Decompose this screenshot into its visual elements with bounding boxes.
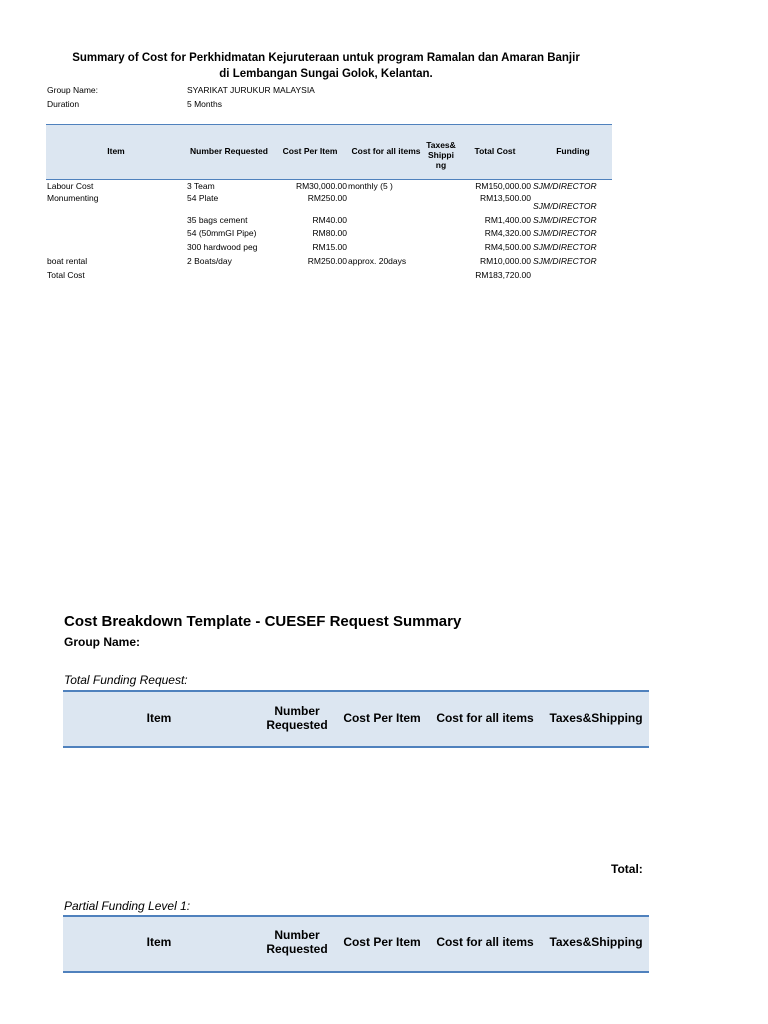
row-number: 2 Boats/day — [187, 256, 232, 266]
template-title: Cost Breakdown Template - CUESEF Request Summary — [64, 613, 462, 630]
row-funding: SJM/DIRECTOR — [533, 215, 597, 225]
row-number: 54 Plate — [187, 193, 219, 203]
section2-col-cost-per-item: Cost Per Item — [343, 935, 421, 949]
row-cost-all: approx. 20days — [348, 256, 407, 266]
row-total: RM13,500.00 — [479, 193, 531, 203]
section-total-funding-label: Total Funding Request: — [64, 673, 188, 687]
row-number: 300 hardwood peg — [187, 242, 258, 252]
row-number: 54 (50mmGI Pipe) — [187, 228, 257, 238]
col-header-item: Item — [107, 146, 125, 156]
section1-header-bottom-rule — [63, 746, 649, 748]
section1-col-number-requested: Number Requested — [266, 704, 328, 732]
section1-col-cost-per-item: Cost Per Item — [343, 711, 421, 725]
row-total: RM1,400.00 — [484, 215, 531, 225]
section2-col-cost-all-items: Cost for all items — [436, 935, 534, 949]
group-name-value: SYARIKAT JURUKUR MALAYSIA — [187, 85, 315, 95]
col-header-number-requested: Number Requested — [190, 146, 268, 156]
group-name-label: Group Name: — [47, 85, 99, 95]
row-total: RM150,000.00 — [475, 181, 531, 191]
row-cost-per-item: RM80.00 — [312, 228, 347, 238]
row-total: RM10,000.00 — [479, 256, 531, 266]
col-header-funding: Funding — [556, 146, 590, 156]
section2-col-taxes-shipping: Taxes&Shipping — [549, 935, 643, 949]
section1-total-label: Total: — [611, 862, 643, 876]
row-funding: SJM/DIRECTOR — [533, 242, 597, 252]
total-cost-value: RM183,720.00 — [475, 270, 531, 280]
row-funding: SJM/DIRECTOR — [533, 256, 597, 266]
col-header-cost-all-items: Cost for all items — [351, 146, 421, 156]
row-funding: SJM/DIRECTOR — [533, 201, 597, 211]
total-cost-label: Total Cost — [47, 270, 85, 280]
row-funding: SJM/DIRECTOR — [533, 228, 597, 238]
row-cost-per-item: RM250.00 — [307, 256, 347, 266]
row-number: 35 bags cement — [187, 215, 248, 225]
summary-header-top-rule — [46, 124, 612, 125]
duration-label: Duration — [47, 99, 80, 109]
summary-title-line1: Summary of Cost for Perkhidmatan Kejuruteraan untuk program Ramalan dan Amaran Banjir — [72, 52, 580, 64]
section2-col-item: Item — [146, 935, 172, 949]
col-header-taxes-shipping: Taxes& Shippi ng — [426, 140, 456, 170]
row-total: RM4,320.00 — [484, 228, 531, 238]
row-number: 3 Team — [187, 181, 215, 191]
row-funding: SJM/DIRECTOR — [533, 181, 597, 191]
row-item: Monumenting — [47, 193, 99, 203]
section1-header-top-rule — [63, 690, 649, 692]
section2-header-top-rule — [63, 915, 649, 917]
section-partial-funding-label: Partial Funding Level 1: — [64, 899, 191, 913]
row-item: boat rental — [47, 256, 88, 266]
section1-col-cost-all-items: Cost for all items — [436, 711, 534, 725]
duration-value: 5 Months — [187, 99, 222, 109]
summary-header-bottom-rule — [46, 179, 612, 180]
col-header-total-cost: Total Cost — [474, 146, 516, 156]
row-cost-per-item: RM15.00 — [312, 242, 347, 252]
row-cost-all: monthly (5 ) — [348, 181, 393, 191]
row-cost-per-item: RM30,000.00 — [295, 181, 347, 191]
summary-title-line2: di Lembangan Sungai Golok, Kelantan. — [219, 68, 433, 80]
template-group-name-label: Group Name: — [64, 635, 141, 649]
section2-col-number-requested: Number Requested — [266, 928, 328, 956]
row-cost-per-item: RM250.00 — [307, 193, 347, 203]
col-header-cost-per-item: Cost Per Item — [282, 146, 338, 156]
section1-col-item: Item — [146, 711, 172, 725]
section1-col-taxes-shipping: Taxes&Shipping — [549, 711, 643, 725]
row-item: Labour Cost — [47, 181, 94, 191]
row-cost-per-item: RM40.00 — [312, 215, 347, 225]
row-total: RM4,500.00 — [484, 242, 531, 252]
section2-header-bottom-rule — [63, 971, 649, 973]
